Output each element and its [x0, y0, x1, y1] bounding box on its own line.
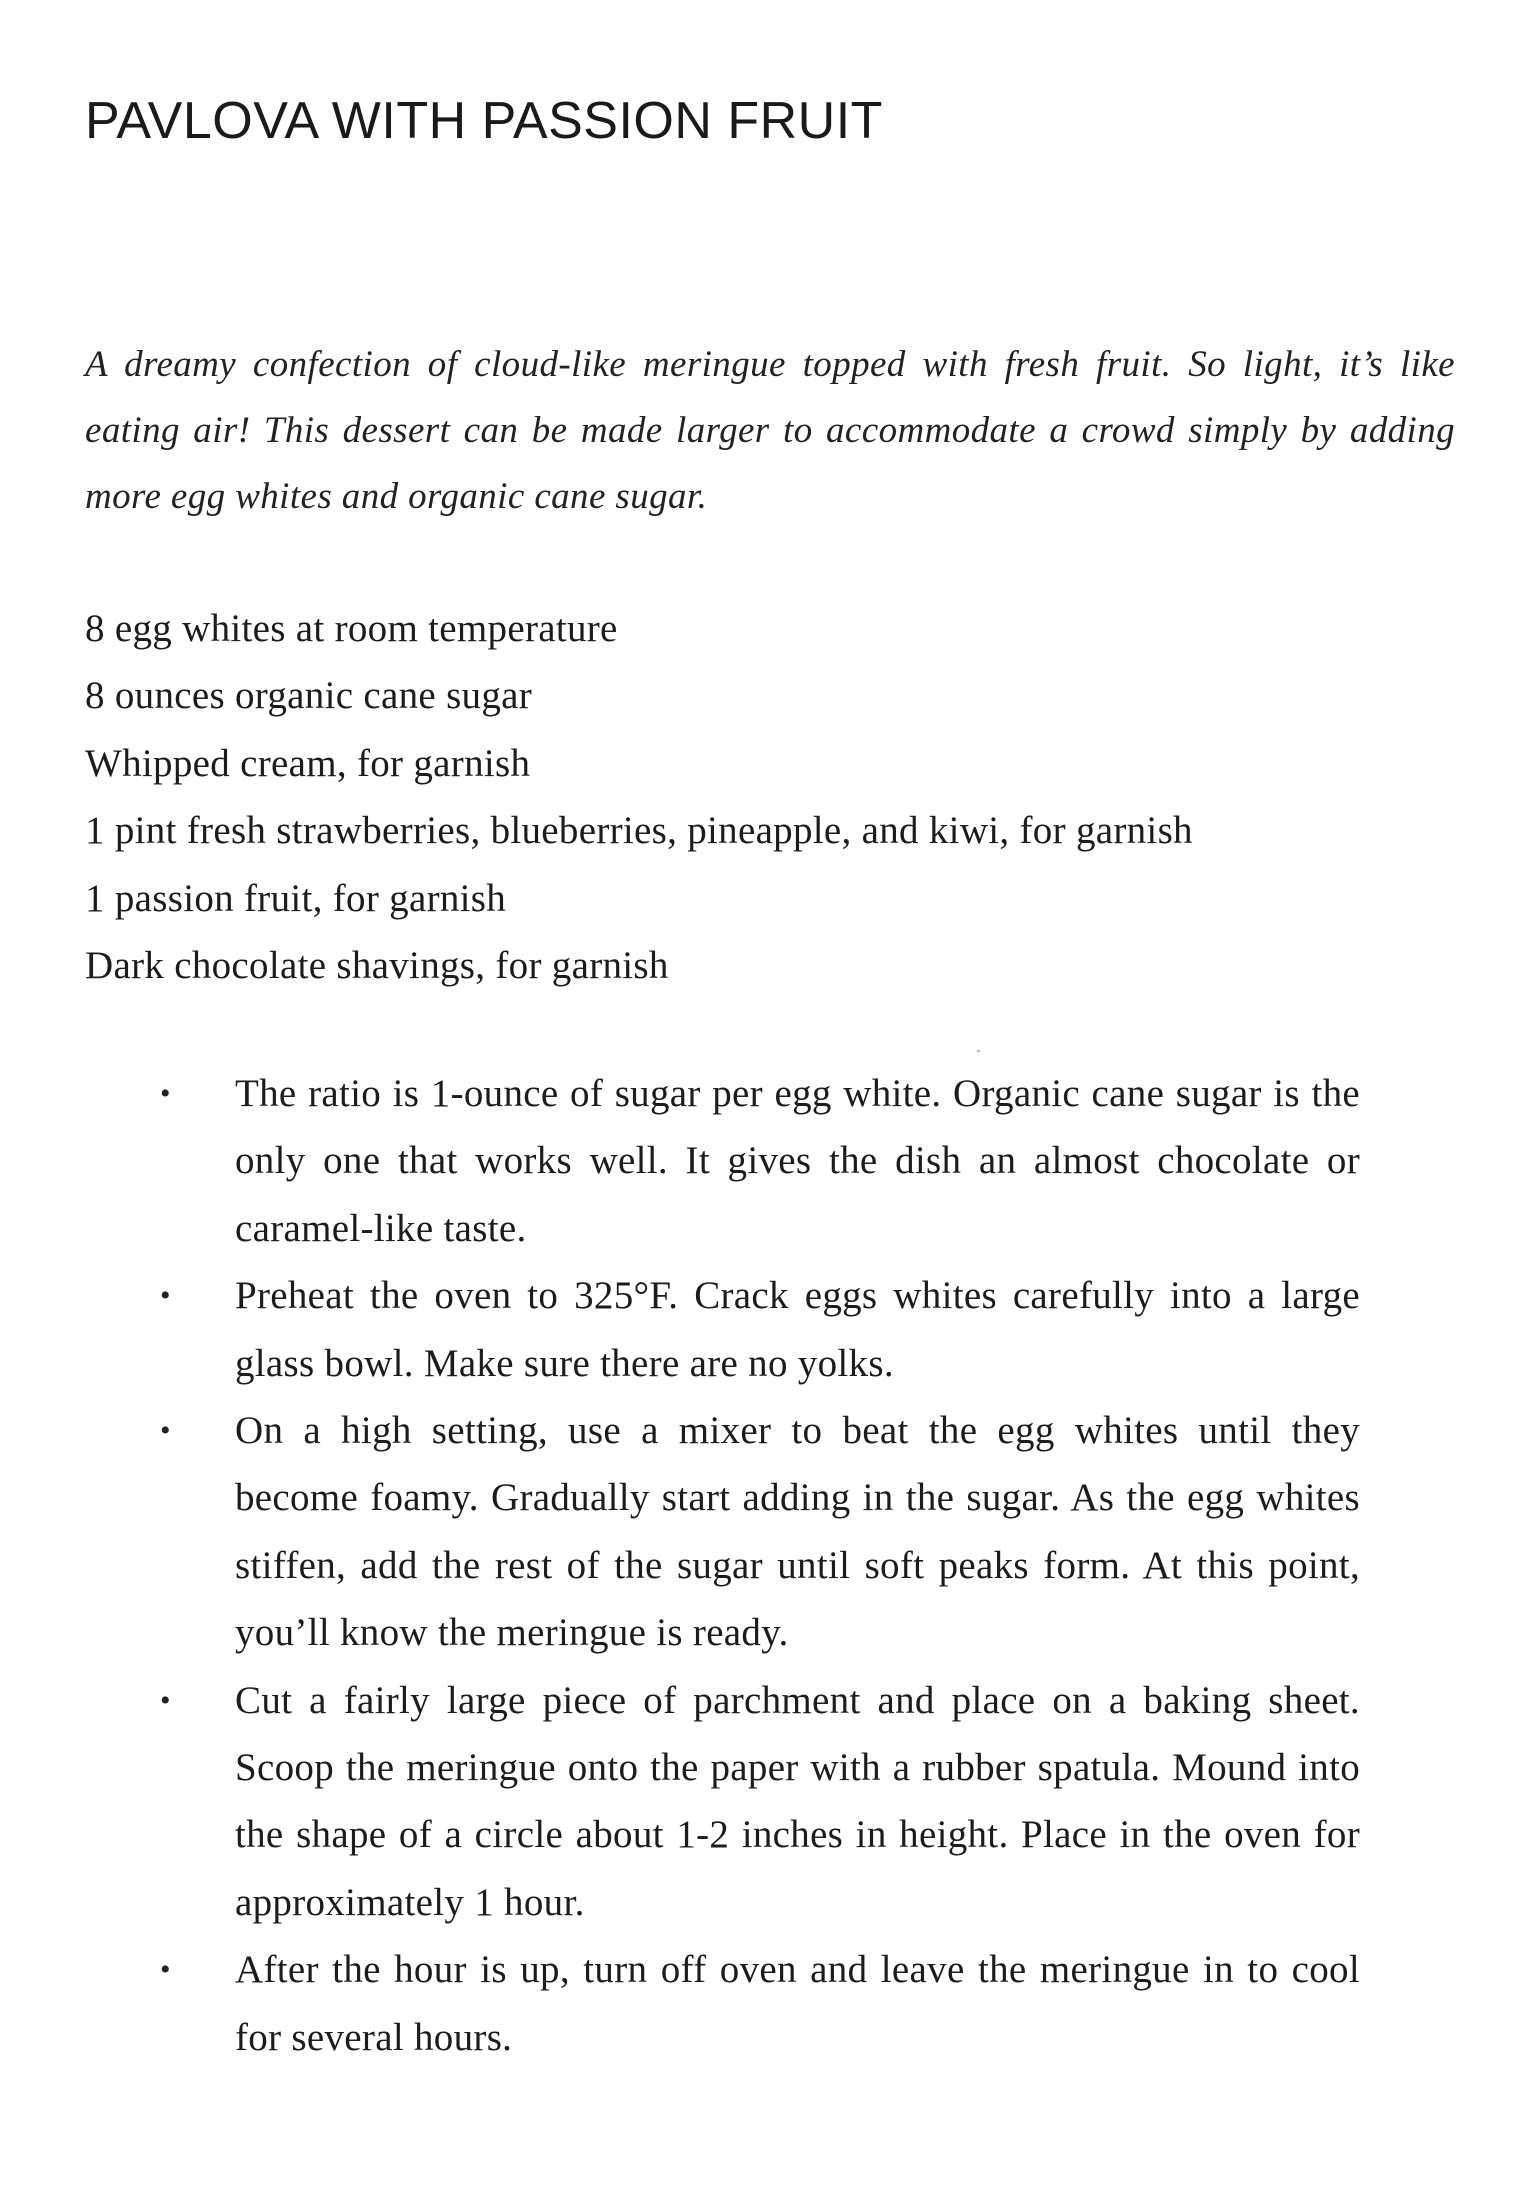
instruction-list — [150, 1060, 1360, 2071]
bullet-icon: • — [160, 1953, 171, 1987]
instruction-step — [150, 1936, 1360, 2071]
instruction-step — [150, 1667, 1360, 1937]
bullet-icon: • — [160, 1077, 171, 1110]
ingredient-item: 8 egg whites at room temperature — [85, 607, 618, 650]
bullet-icon: • — [160, 1683, 171, 1717]
bullet-icon: • — [160, 1414, 171, 1448]
instruction-text: After the hour is up, turn off oven and leave the meringue in to cool for several hours. — [235, 1948, 1360, 2059]
ingredient-item: Whipped cream, for garnish — [85, 741, 531, 785]
instruction-text: On a high setting, use a mixer to beat the egg whites until they become foamy. Gradually start adding in the sugar. As the egg whites stiffen, add the rest of the sugar until soft peaks form. At this point, you’ll know the meringue is ready. — [235, 1409, 1360, 1655]
ingredient-item: 1 pint fresh strawberries, blueberries, pineapple, and kiwi, for garnish — [85, 809, 1193, 853]
recipe-title: PAVLOVA WITH PASSION FRUIT — [85, 92, 883, 150]
ingredient-item: 1 passion fruit, for garnish — [85, 876, 507, 920]
ingredient-list — [85, 595, 1193, 999]
instruction-text: The ratio is 1-ounce of sugar per egg white. Organic cane sugar is the only one that works well. It gives the dish an almost chocolate or caramel-like taste. — [235, 1072, 1360, 1250]
instruction-step — [150, 1397, 1360, 1667]
instruction-text: Cut a fairly large piece of parchment and place on a baking sheet. Scoop the meringue onto the paper with a rubber spatula. Mound into the shape of a circle about 1-2 inches in height. Place in the oven for approximately 1 hour. — [235, 1678, 1360, 1924]
instruction-text: Preheat the oven to 325°F. Crack eggs whites carefully into a large glass bowl. Make sure there are no yolks. — [235, 1274, 1360, 1385]
recipe-intro: A dreamy confection of cloud-like meringue topped with fresh fruit. So light, it’s like eating air! This dessert can be made larger to accommodate a crowd simply by adding more egg whites and organic cane sugar. — [85, 344, 1455, 517]
scan-speck — [977, 1050, 980, 1052]
ingredient-item: 8 ounces organic cane sugar — [85, 674, 533, 718]
instruction-step — [150, 1262, 1360, 1397]
bullet-icon: • — [160, 1279, 171, 1313]
ingredient-item: Dark chocolate shavings, for garnish — [85, 944, 669, 988]
instruction-step — [150, 1060, 1360, 1262]
